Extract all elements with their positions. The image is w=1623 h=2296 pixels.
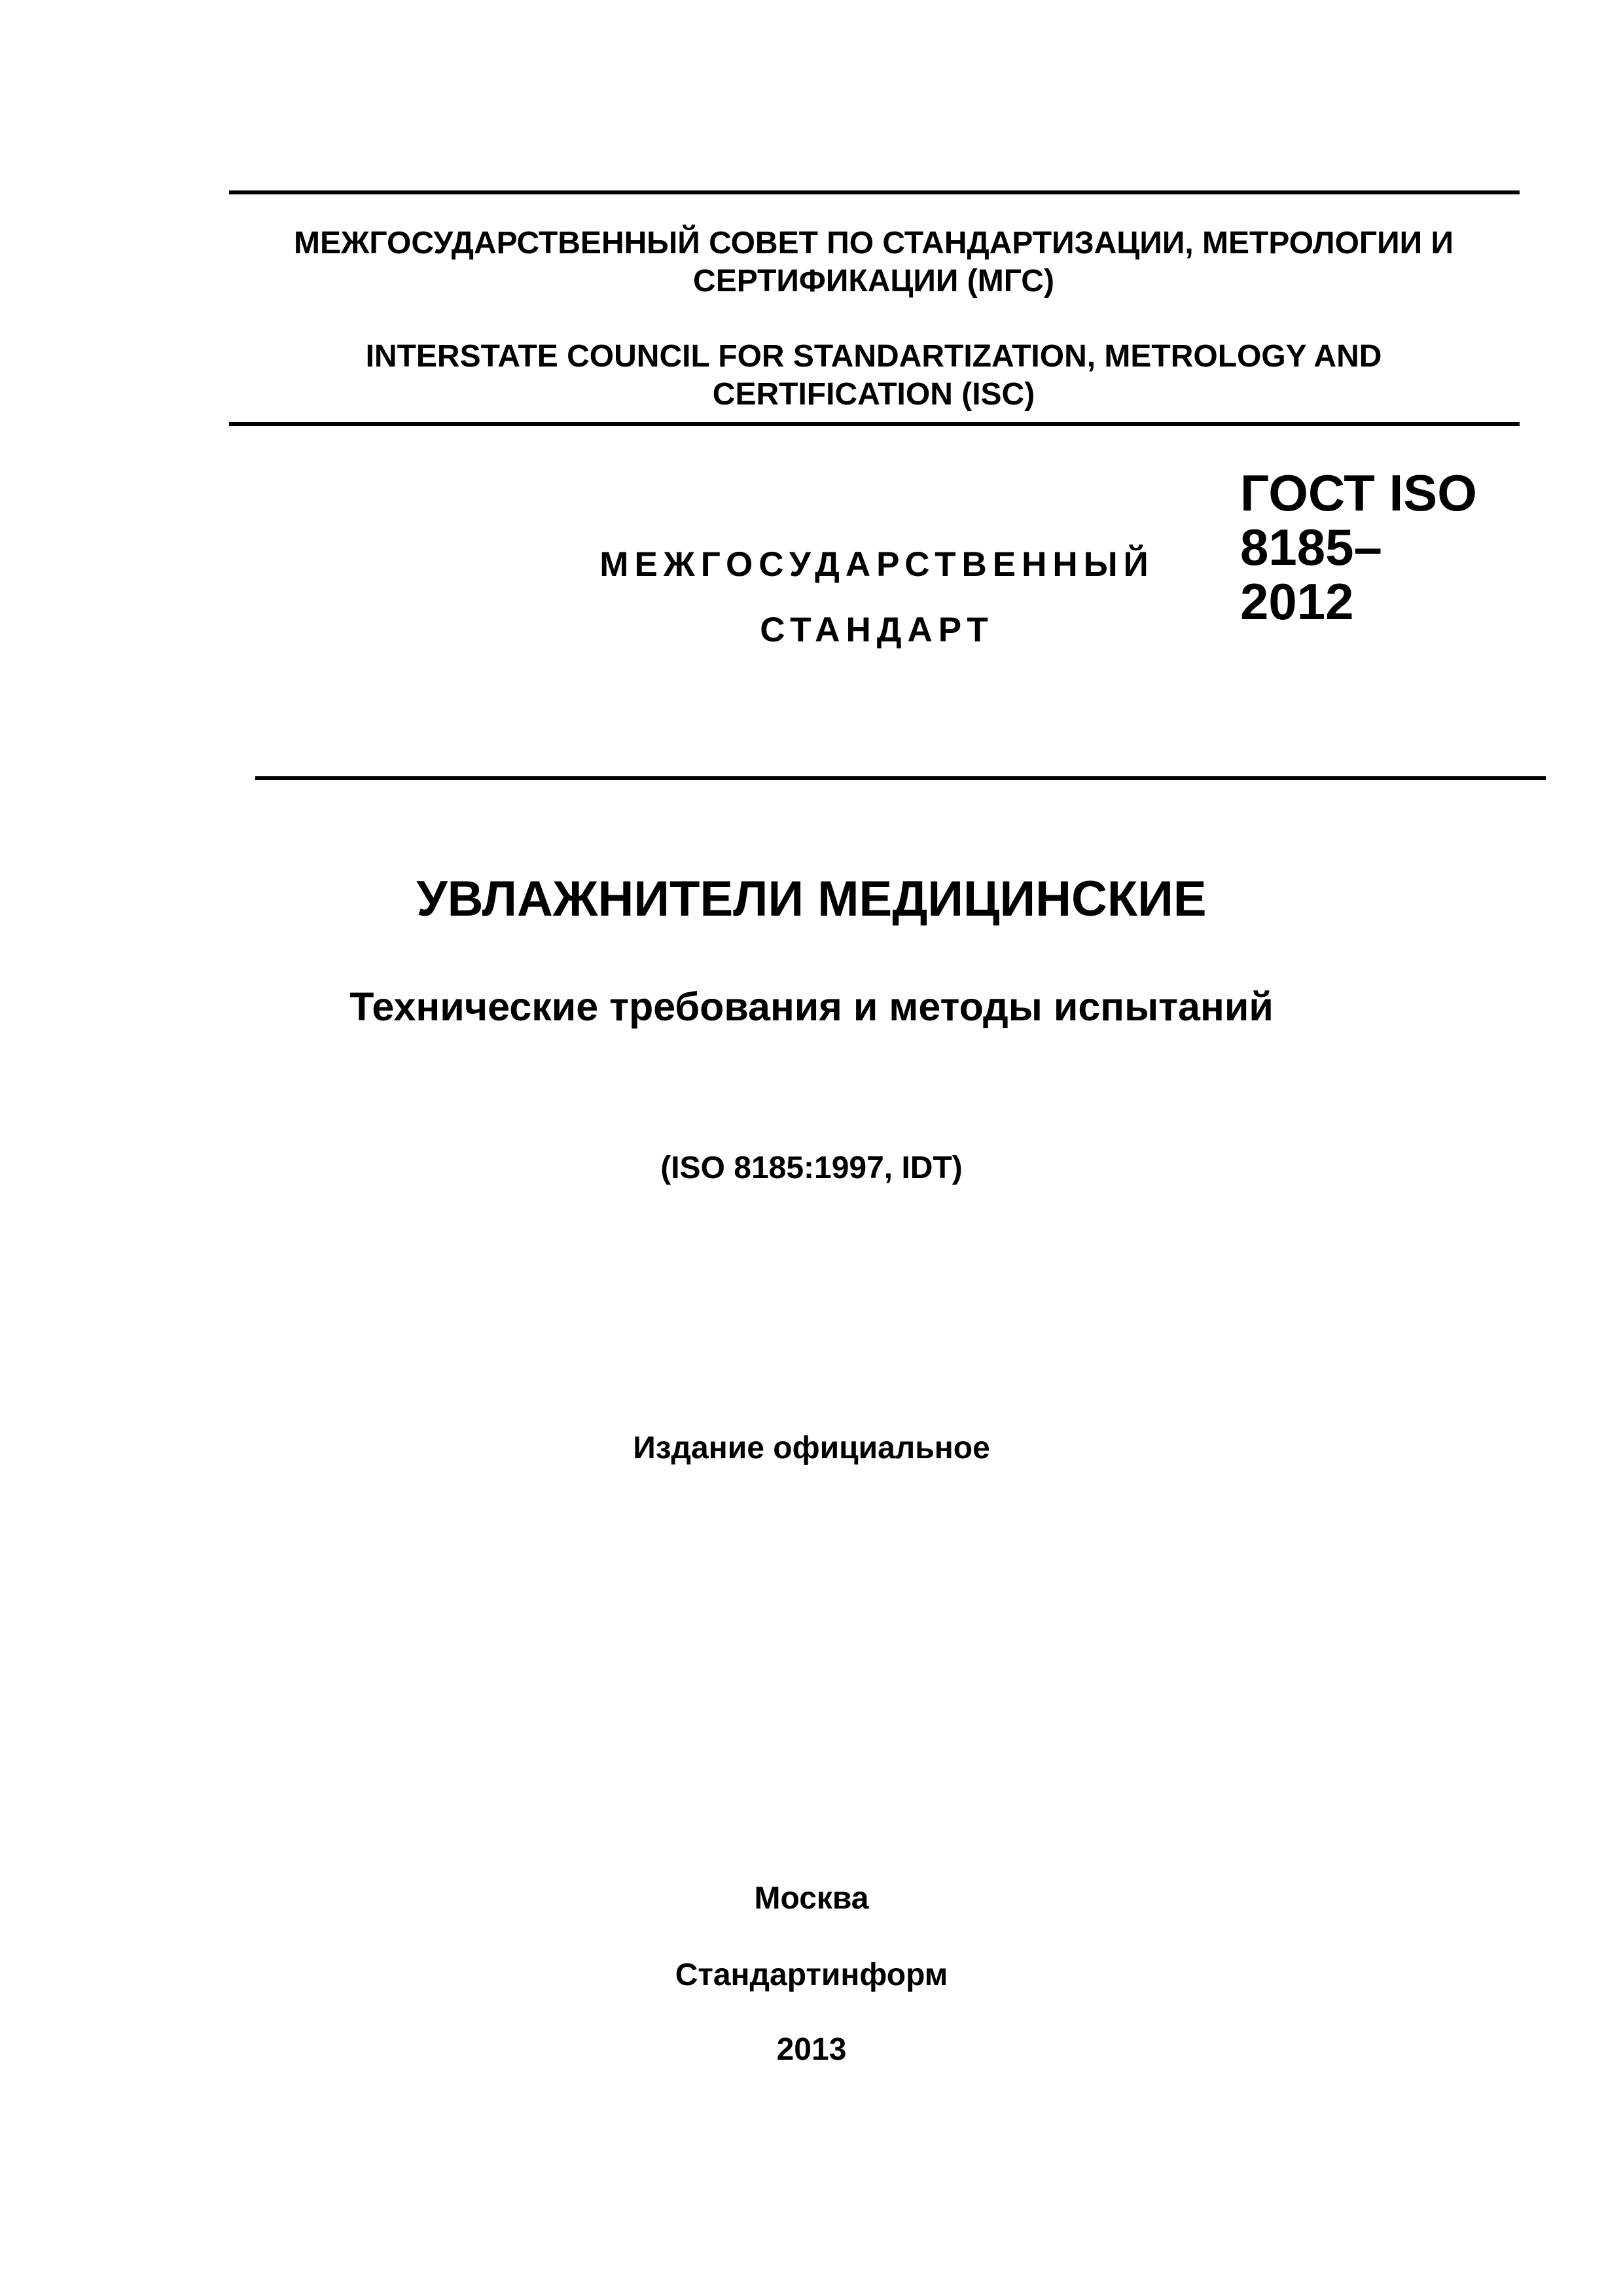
document-subtitle: Технические требования и методы испытаний: [349, 984, 1274, 1029]
council-name-en: [229, 338, 1518, 414]
top-rule: [229, 190, 1520, 194]
standard-number-line2: 8185–: [1240, 518, 1382, 576]
standard-number-line1: ГОСТ ISO: [1240, 464, 1477, 522]
standard-number-line3: 2012: [1240, 573, 1354, 630]
council-name-ru-line2: СЕРТИФИКАЦИИ (МГС): [693, 264, 1054, 298]
standard-label-line2: СТАНДАРТ: [760, 611, 994, 649]
council-name-ru: [229, 224, 1518, 300]
standard-label-line1: МЕЖГОСУДАРСТВЕННЫЙ: [599, 545, 1154, 584]
title-divider-rule: [255, 776, 1546, 780]
publication-city: Москва: [754, 1881, 869, 1916]
publication-year: 2013: [776, 2032, 847, 2067]
edition-note: Издание официальное: [633, 1431, 990, 1465]
header-bottom-rule: [229, 422, 1520, 426]
council-name-en-line1: INTERSTATE COUNCIL FOR STANDARTIZATION, METROLOGY AND: [365, 339, 1382, 374]
iso-reference: (ISO 8185:1997, IDT): [660, 1151, 963, 1185]
standard-number: [1240, 466, 1502, 629]
publisher-name: Стандартинформ: [675, 1958, 948, 1992]
council-name-ru-line1: МЕЖГОСУДАРСТВЕННЫЙ СОВЕТ ПО СТАНДАРТИЗАЦИИ, МЕТРОЛОГИИ И: [294, 226, 1454, 260]
council-name-en-line2: CERTIFICATION (ISC): [712, 377, 1035, 412]
document-title: УВЛАЖНИТЕЛИ МЕДИЦИНСКИЕ: [416, 871, 1207, 927]
